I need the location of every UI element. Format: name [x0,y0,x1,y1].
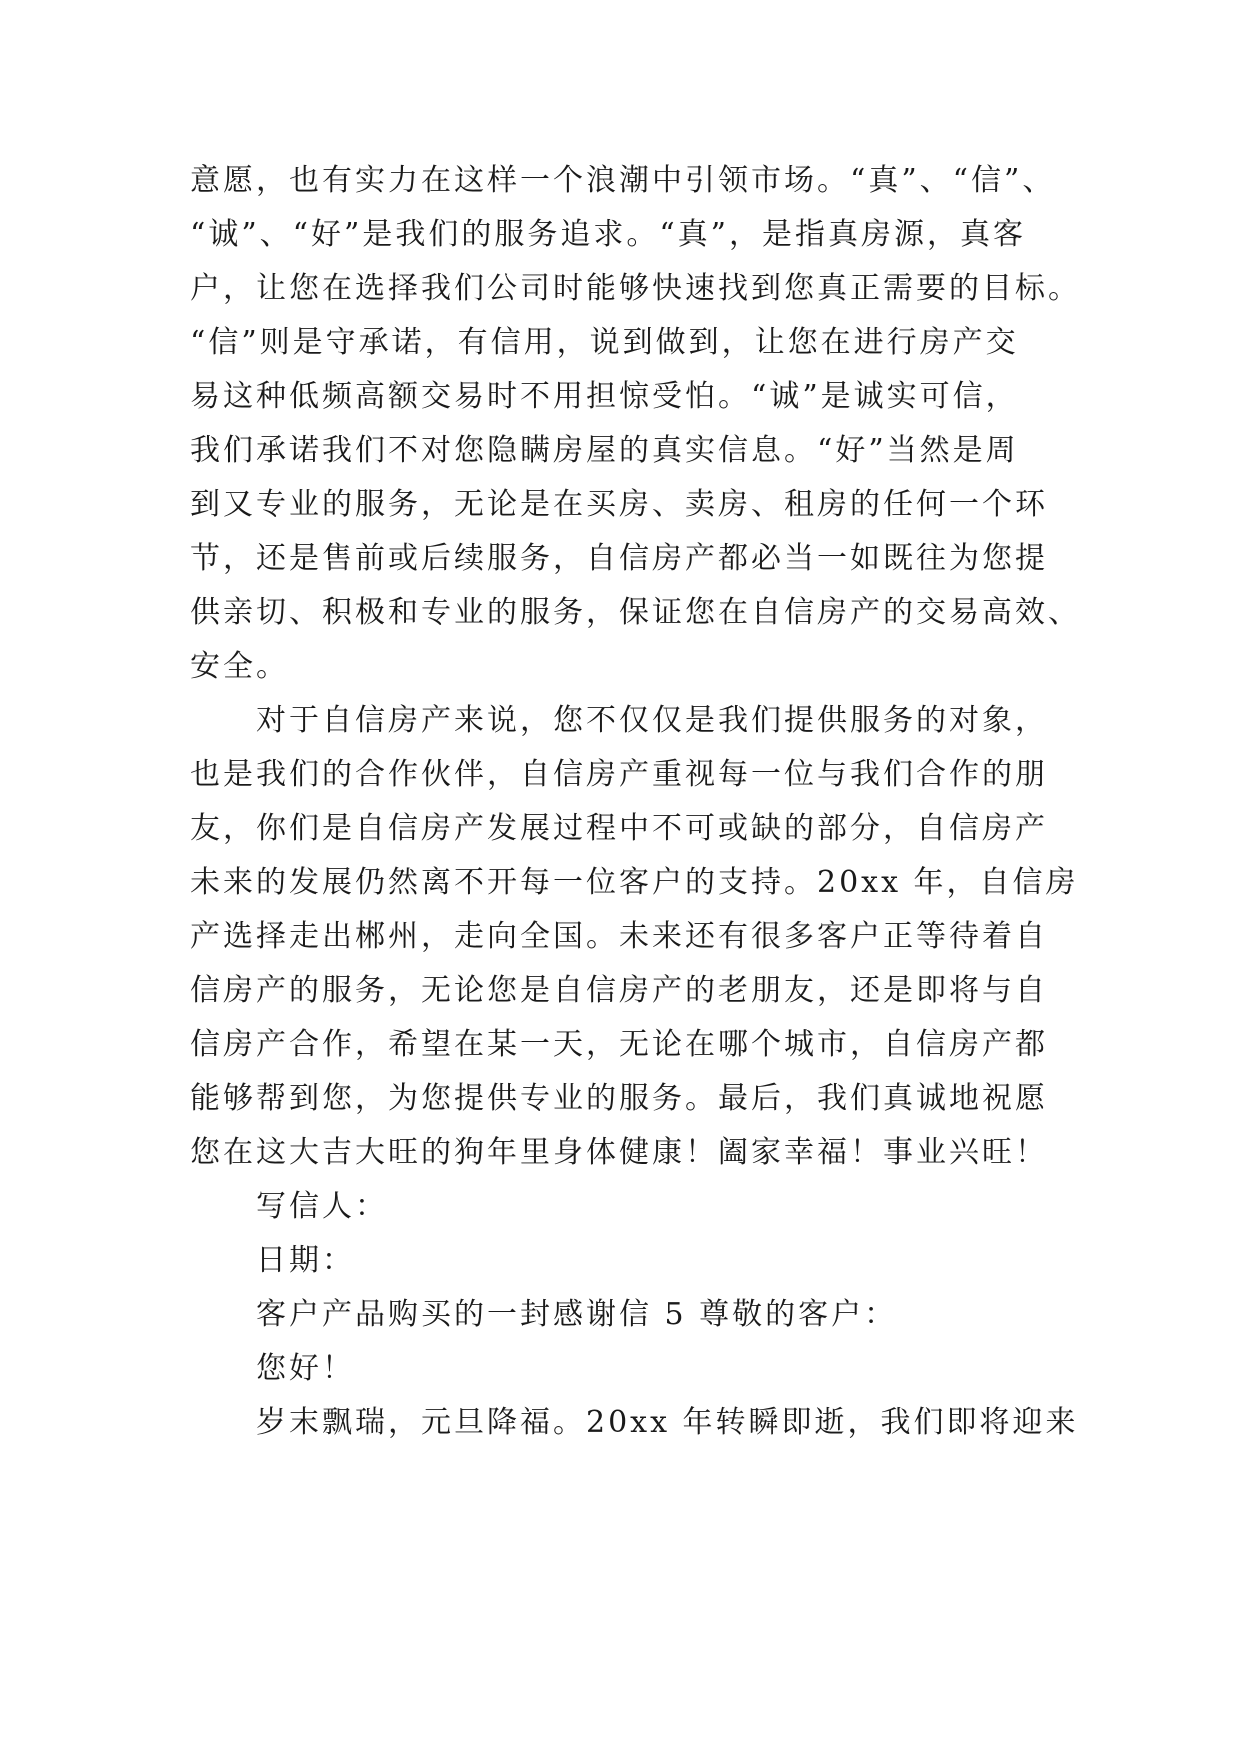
text-line: 友，你们是自信房产发展过程中不可或缺的部分，自信房产 [190,811,1048,846]
text-line: 节，还是售前或后续服务，自信房产都必当一如既往为您提 [190,541,1048,576]
text-line: 信房产合作，希望在某一天，无论在哪个城市，自信房产都 [190,1027,1048,1062]
text-line: 也是我们的合作伙伴，自信房产重视每一位与我们合作的朋 [190,757,1048,792]
text-line: 能够帮到您，为您提供专业的服务。最后，我们真诚地祝愿 [190,1081,1048,1116]
paragraph-start-line: 对于自信房产来说，您不仅仅是我们提供服务的对象， [256,703,1048,738]
letter-body [190,154,1090,1450]
greeting-line: 您好！ [256,1351,355,1386]
text-line: 易这种低频高额交易时不用担惊受怕。“诚”是诚实可信， [190,379,1019,414]
text-line: 到又专业的服务，无论是在买房、卖房、租房的任何一个环 [190,487,1048,522]
text-line: 供亲切、积极和专业的服务，保证您在自信房产的交易高效、 [190,595,1081,630]
text-line: 安全。 [190,649,289,684]
paragraph-start-line: 岁末飘瑞，元旦降福。20xx 年转瞬即逝，我们即将迎来 [256,1405,1079,1440]
section-heading-line: 客户产品购买的一封感谢信 5 尊敬的客户： [256,1297,898,1332]
text-line: 信房产的服务，无论您是自信房产的老朋友，还是即将与自 [190,973,1048,1008]
text-line: 户，让您在选择我们公司时能够快速找到您真正需要的目标。 [190,271,1081,306]
date-line: 日期： [256,1243,355,1278]
text-line: “信”则是守承诺，有信用，说到做到，让您在进行房产交 [190,325,1019,360]
text-line: 未来的发展仍然离不开每一位客户的支持。20xx 年，自信房 [190,865,1079,900]
text-line: 意愿，也有实力在这样一个浪潮中引领市场。“真”、“信”、 [190,163,1056,198]
text-line: 我们承诺我们不对您隐瞒房屋的真实信息。“好”当然是周 [190,433,1019,468]
text-line: “诚”、“好”是我们的服务追求。“真”，是指真房源，真客 [190,217,1027,252]
signature-line: 写信人： [256,1189,388,1224]
text-line: 您在这大吉大旺的狗年里身体健康！阖家幸福！事业兴旺！ [190,1135,1048,1170]
text-line: 产选择走出郴州，走向全国。未来还有很多客户正等待着自 [190,919,1048,954]
